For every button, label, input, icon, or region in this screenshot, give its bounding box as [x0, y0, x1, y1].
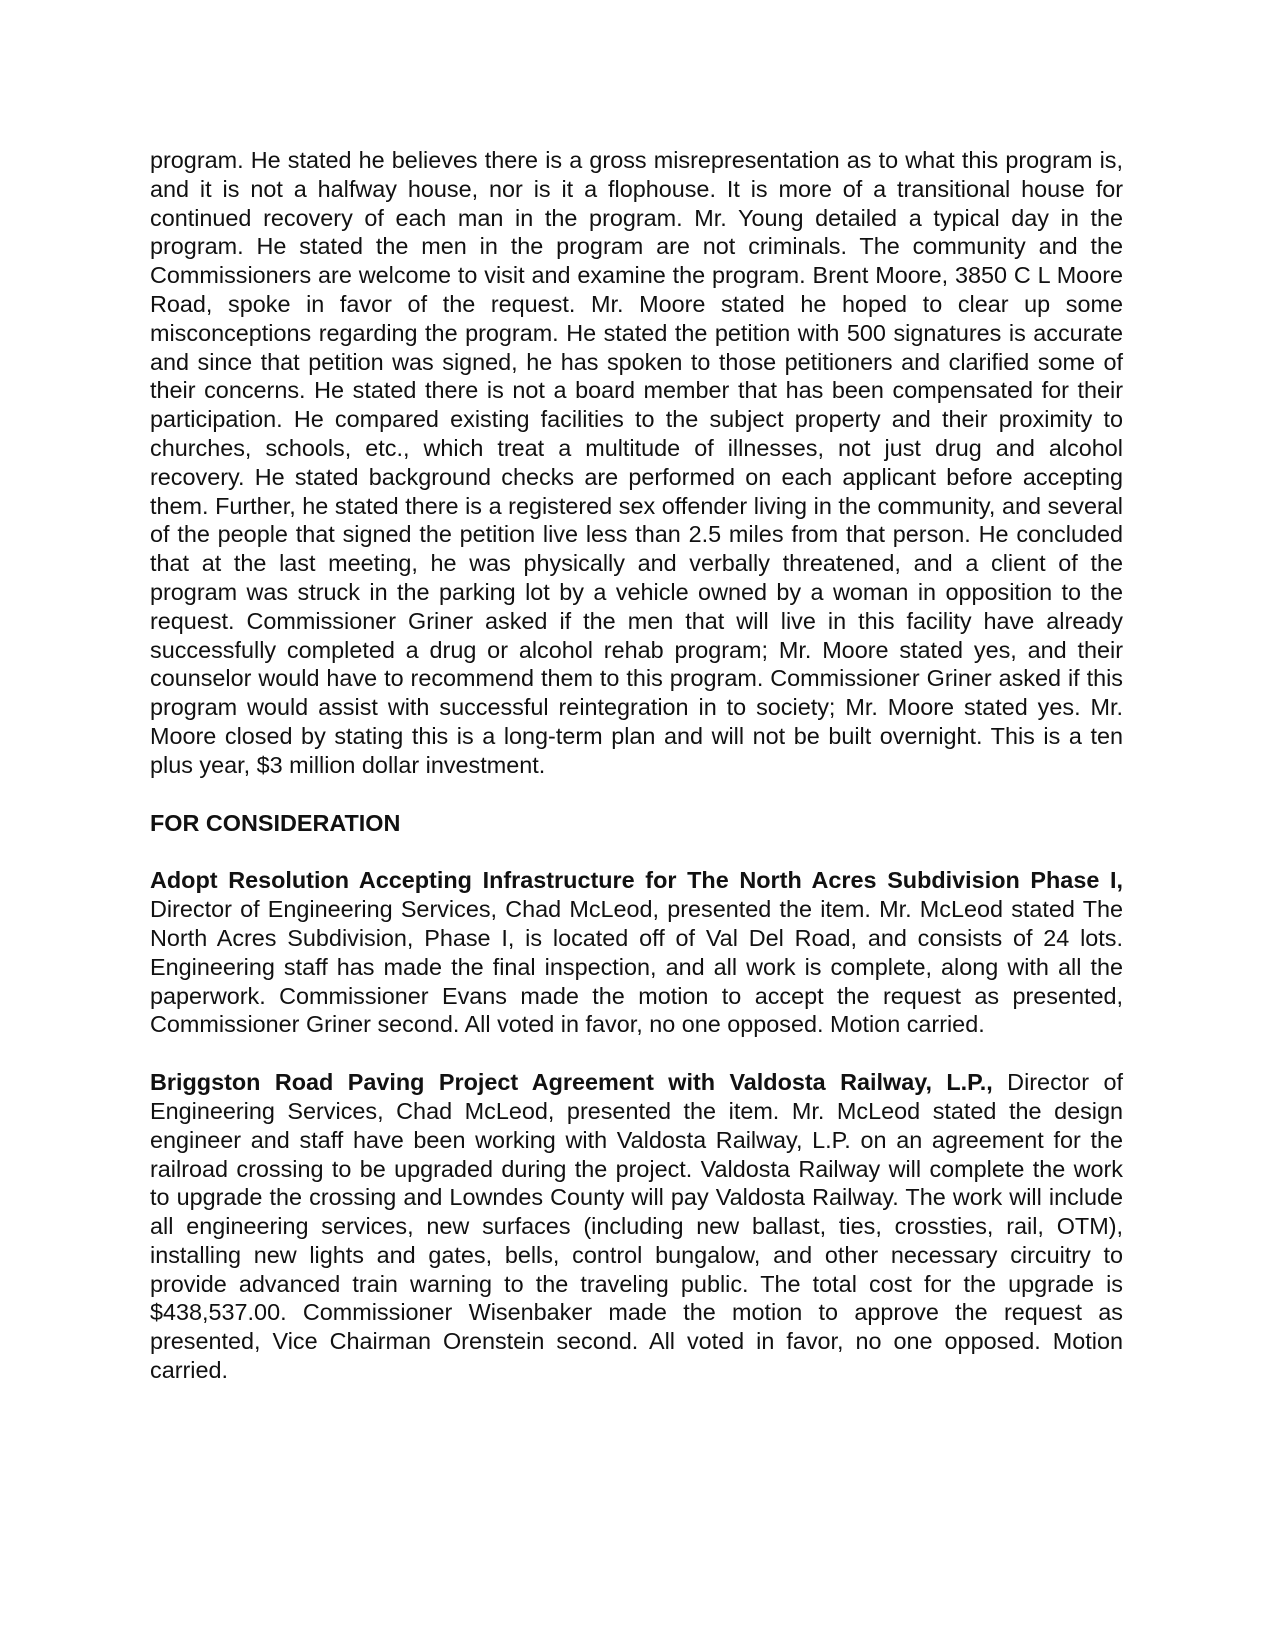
agenda-item-title: Briggston Road Paving Project Agreement with Valdosta Railway, L.P.,	[150, 1069, 993, 1096]
agenda-item-body: Director of Engineering Services, Chad McLeod, presented the item. Mr. McLeod stated the design engineer and staff have been working with Valdosta Railway, L.P. on an agreement for the railroad crossing to be upgraded during the project. Valdosta Railway will complete the work to upgrade the crossing and Lowndes County will pay Valdosta Railway. The work will include all engineering services, new surfaces (including new ballast, ties, crossties, rail, OTM), installing new lights and gates, bells, control bungalow, and other necessary circuitry to provide advanced train warning to the traveling public. The total cost for the upgrade is $438,537.00. Commissioner Wisenbaker made the motion to approve the request as presented, Vice Chairman Orenstein second. All voted in favor, no one opposed. Motion carried.	[150, 1069, 1123, 1384]
agenda-item-briggston-road	[150, 1068, 1123, 1385]
agenda-item-body: Director of Engineering Services, Chad McLeod, presented the item. Mr. McLeod stated The North Acres Subdivision, Phase I, is located off of Val Del Road, and consists of 24 lots. Engineering staff has made the final inspection, and all work is complete, along with all the paperwork. Commissioner Evans made the motion to accept the request as presented, Commissioner Griner second. All voted in favor, no one opposed. Motion carried.	[150, 896, 1123, 1038]
document-page	[150, 146, 1123, 1385]
agenda-item-north-acres	[150, 866, 1123, 1039]
agenda-item-title: Adopt Resolution Accepting Infrastructure for The North Acres Subdivision Phase I,	[150, 867, 1123, 894]
section-heading: FOR CONSIDERATION	[150, 809, 401, 836]
continuation-paragraph: program. He stated he believes there is a gross misrepresentation as to what this program is, and it is not a halfway house, nor is it a flophouse. It is more of a transitional house for continued recovery of each man in the program. Mr. Young detailed a typical day in the program. He stated the men in the program are not criminals. The community and the Commissioners are welcome to visit and examine the program. Brent Moore, 3850 C L Moore Road, spoke in favor of the request. Mr. Moore stated he hoped to clear up some misconceptions regarding the program. He stated the petition with 500 signatures is accurate and since that petition was signed, he has spoken to those petitioners and clarified some of their concerns. He stated there is not a board member that has been compensated for their participation. He compared existing facilities to the subject property and their proximity to churches, schools, etc., which treat a multitude of illnesses, not just drug and alcohol recovery. He stated background checks are performed on each applicant before accepting them. Further, he stated there is a registered sex offender living in the community, and several of the people that signed the petition live less than 2.5 miles from that person. He concluded that at the last meeting, he was physically and verbally threatened, and a client of the program was struck in the parking lot by a vehicle owned by a woman in opposition to the request. Commissioner Griner asked if the men that will live in this facility have already successfully completed a drug or alcohol rehab program; Mr. Moore stated yes, and their counselor would have to recommend them to this program. Commissioner Griner asked if this program would assist with successful reintegration in to society; Mr. Moore stated yes. Mr. Moore closed by stating this is a long-term plan and will not be built overnight. This is a ten plus year, $3 million dollar investment.	[150, 147, 1123, 778]
